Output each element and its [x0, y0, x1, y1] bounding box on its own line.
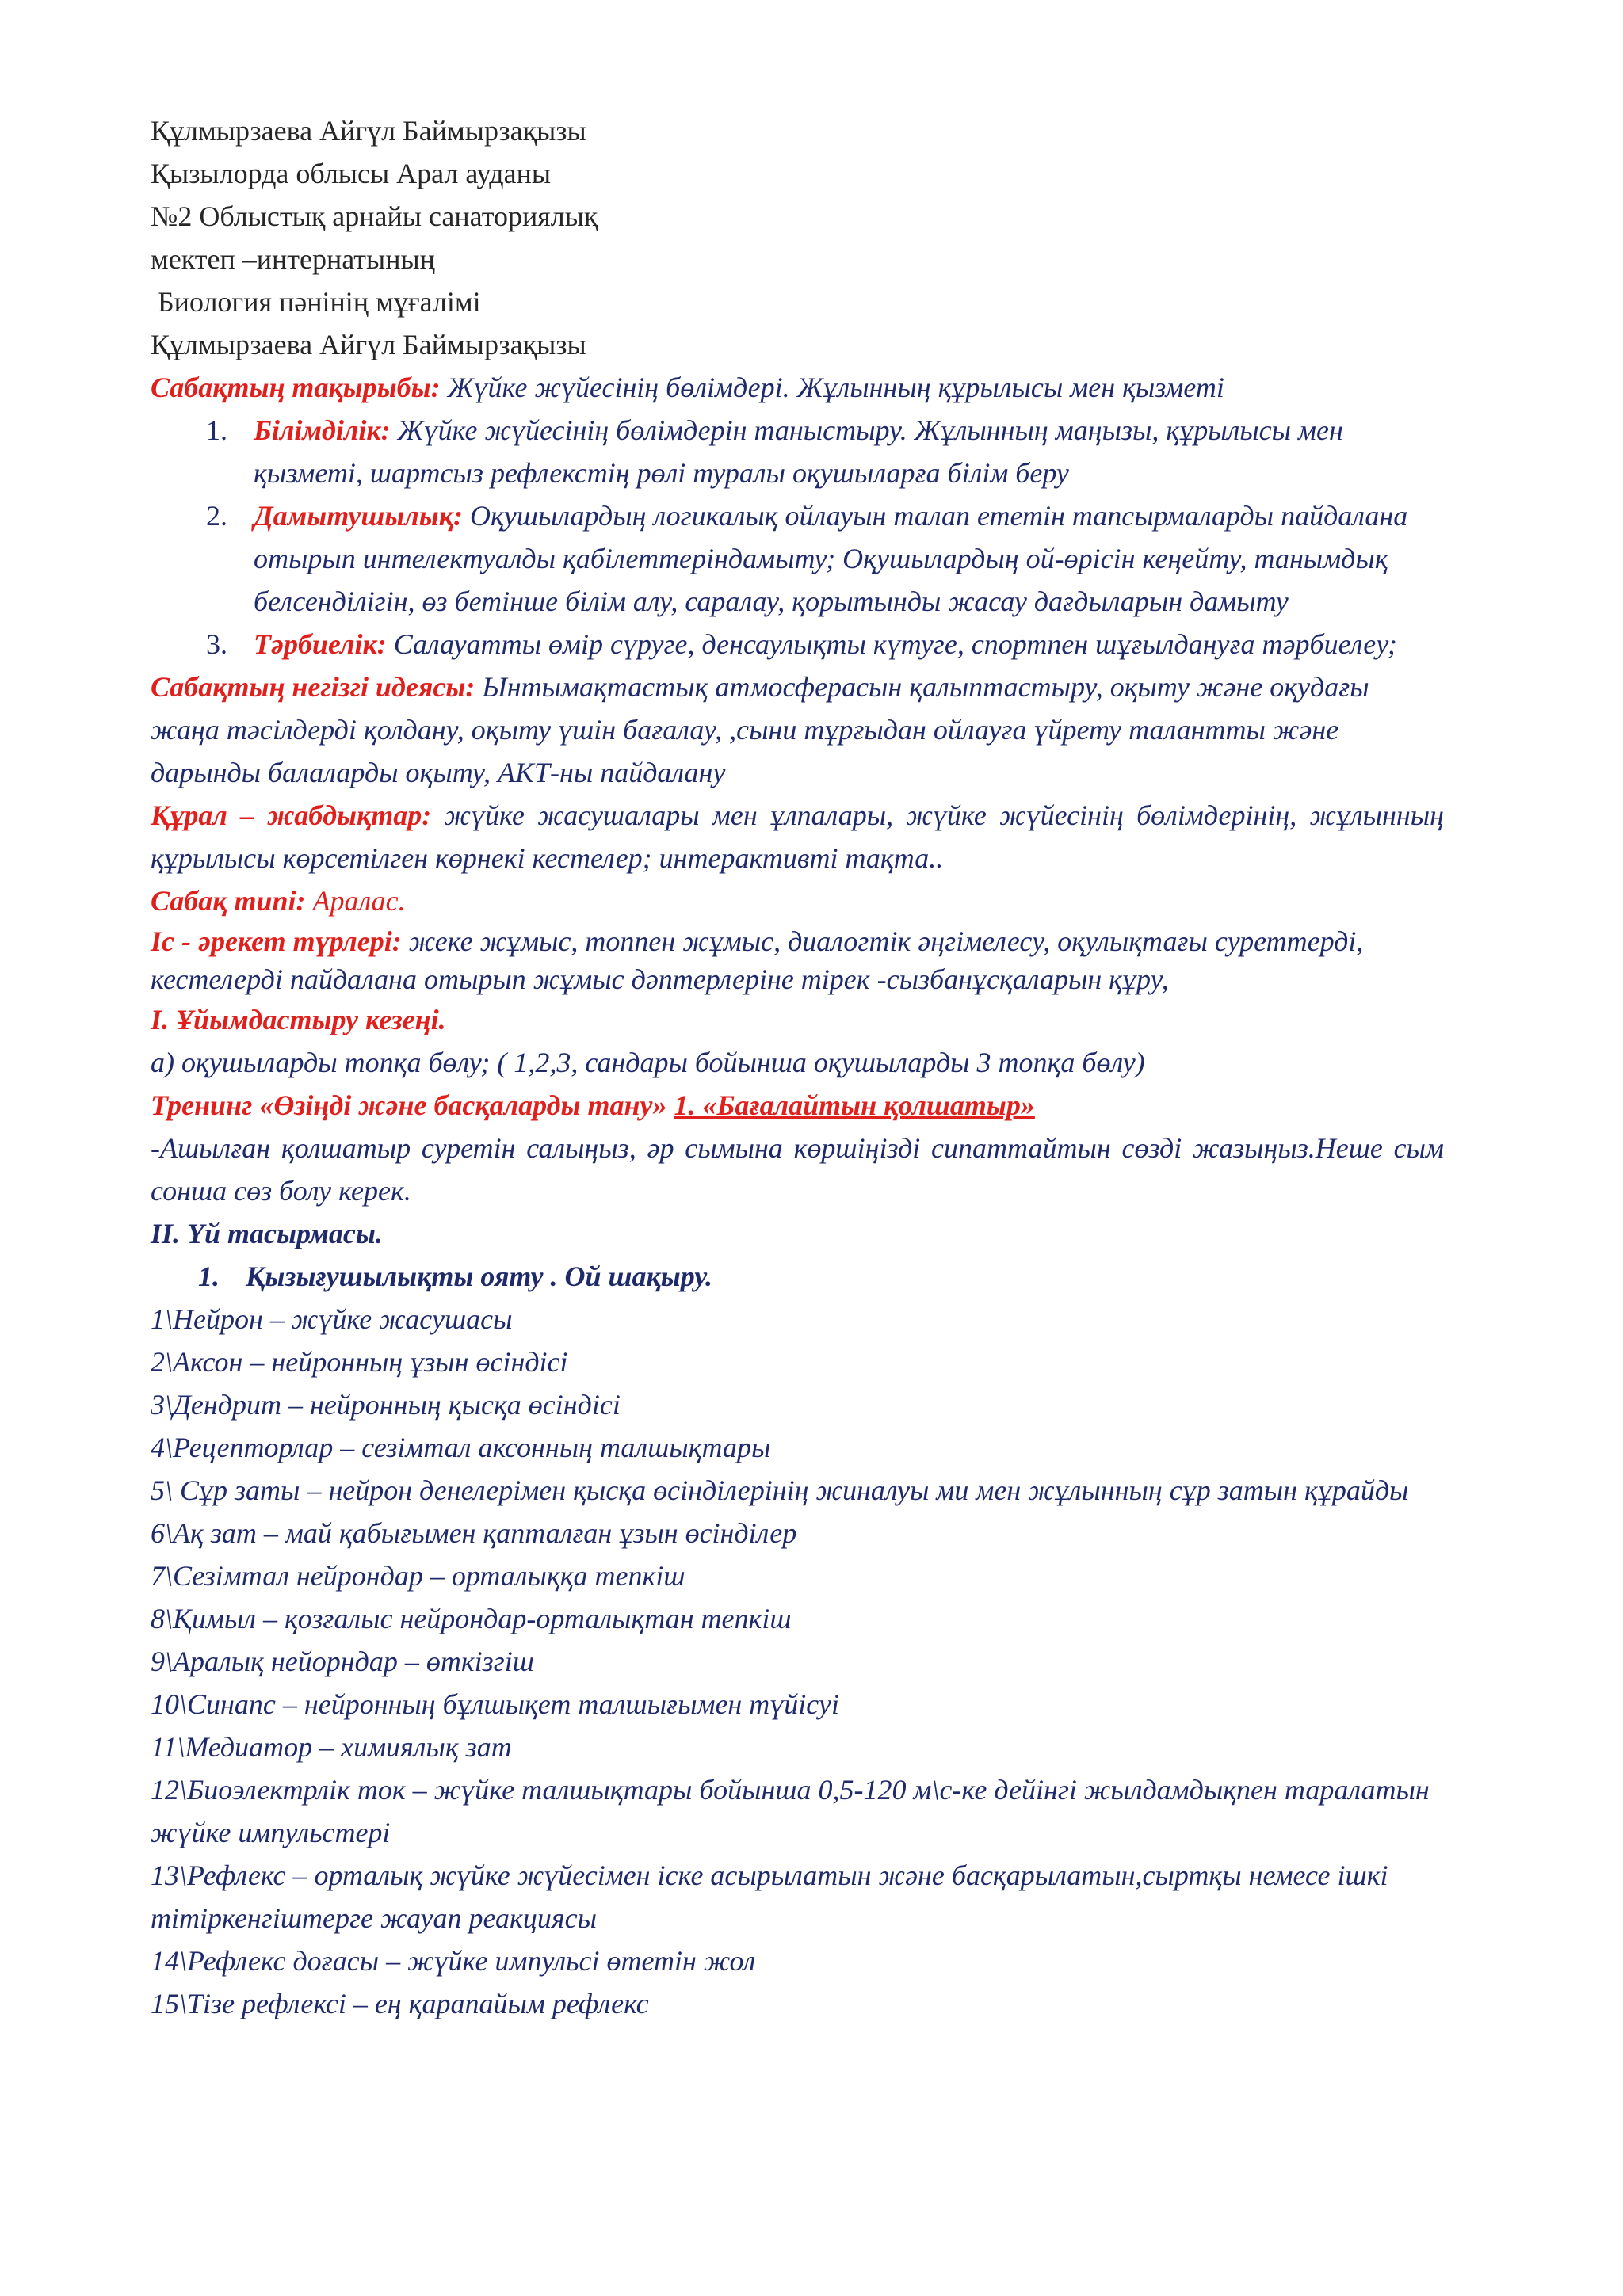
training-link[interactable]: 1. «Бағалайтын қолшатыр»	[674, 1089, 1035, 1121]
goal-label: Дамытушылық:	[254, 500, 463, 532]
stage2-subtitle	[151, 1255, 1444, 1298]
stage1-text: а) оқушыларды топқа бөлу; ( 1,2,3, сандары бойынша оқушыларды 3 топқа бөлу)	[151, 1047, 1145, 1078]
lesson-type	[151, 879, 1444, 922]
goal-number: 1.	[206, 414, 227, 446]
equipment	[151, 794, 1444, 879]
header-line: Құлмырзаева Айгүл Баймырзақызы	[151, 115, 586, 147]
goal-item	[151, 409, 1444, 494]
goal-item	[151, 623, 1444, 666]
header-line: Биология пәнінің мұғалімі	[151, 286, 481, 318]
goal-text: Оқушылардың логикалық ойлауын талап ететін тапсырмаларды пайдалана отырып интелектуалды қабілеттеріндамыту; Оқушылардың ой-өрісін кеңейту, танымдық белсенділігін, өз бетінше білім алу, саралау, қорытынды жасау дағдыларын дамыту	[254, 500, 1408, 617]
header-line: Қызылорда облысы Арал ауданы	[151, 158, 552, 189]
stage2-title: II. Үй тасырмасы.	[151, 1218, 383, 1249]
activities	[151, 922, 1444, 998]
activities-text: жеке жұмыс, топпен жұмыс, диалогтік әңгімелесу, оқулықтағы суреттерді, кестелерді пайдалана отырып жұмыс дәптерлеріне тірек -сызбанұсқаларын құру,	[151, 925, 1364, 995]
equipment-text: жүйке жасушалары мен ұлпалары, жүйке жүйесінің бөлімдерінің, жұлынның құрылысы көрсетілген көрнекі кестелер; интерактивті тақта..	[151, 799, 1444, 874]
lesson-topic	[151, 366, 1444, 409]
term-item: 11\Медиатор – химиялық зат	[151, 1731, 512, 1763]
stage2-sub-title: Қызығушылықты ояту . Ой шақыру.	[246, 1261, 712, 1292]
stage1-title: I. Ұйымдастыру кезеңі.	[151, 1004, 446, 1035]
activities-label: Іс - әрекет түрлері:	[151, 925, 402, 957]
term-item: 15\Тізе рефлексі – ең қарапайым рефлекс	[151, 1988, 649, 2019]
goal-number: 2.	[206, 500, 227, 532]
term-item: 12\Биоэлектрлік ток – жүйке талшықтары бойынша 0,5-120 м\с-ке дейінгі жылдамдықпен таралатын жүйке импульстері	[151, 1774, 1430, 1848]
term-item: 13\Рефлекс – орталық жүйке жүйесімен іске асырылатын және басқарылатын,сыртқы немесе ішкі тітіркенгіштерге жауап реакциясы	[151, 1859, 1388, 1934]
term-item: 10\Синапс – нейронның бұлшықет талшығымен түйісуі	[151, 1688, 839, 1720]
topic-text: Жүйке жүйесінің бөлімдері. Жұлынның құрылысы мен қызметі	[440, 372, 1224, 403]
main-idea-label: Сабақтың негізгі идеясы:	[151, 671, 475, 703]
stage2-sub-number: 1.	[198, 1261, 220, 1292]
term-item: 9\Аралық нейорндар – өткізгіш	[151, 1646, 534, 1677]
term-item: 4\Рецепторлар – сезімтал аксонның талшықтары	[151, 1432, 771, 1463]
goal-label: Тәрбиелік:	[254, 628, 387, 660]
terms-list	[151, 1298, 1444, 2025]
header-line: мектеп –интернатының	[151, 243, 435, 275]
main-idea-text: Ынтымақтастық атмосферасын қалыптастыру, оқыту және оқудағы жаңа тәсілдерді қолдану, оқыту үшін бағалау, ,сыни тұрғыдан ойлауға үйрету талантты және дарынды балаларды оқыту, АКТ-ны пайдалану	[151, 671, 1369, 788]
document-content	[151, 109, 1444, 2025]
goal-item	[151, 494, 1444, 623]
term-item: 1\Нейрон – жүйке жасушасы	[151, 1303, 513, 1335]
term-item: 14\Рефлекс доғасы – жүйке импульсі өтетін жол	[151, 1945, 756, 1977]
term-item: 7\Сезімтал нейрондар – орталыққа тепкіш	[151, 1560, 685, 1592]
equipment-label: Құрал – жабдықтар:	[151, 799, 432, 831]
header-line: Құлмырзаева Айгүл Баймырзақызы	[151, 329, 586, 360]
goal-number: 3.	[206, 628, 227, 660]
goal-text: Салауатты өмір сүруге, денсаулықты күтуге, спортпен шұғылдануға тәрбиелеу;	[386, 628, 1397, 660]
topic-label: Сабақтың тақырыбы:	[151, 372, 441, 403]
header-line: №2 Облыстық арнайы санаториялық	[151, 200, 598, 232]
goal-text: Жүйке жүйесінің бөлімдерін таныстыру. Жұлынның маңызы, құрылысы мен қызметі, шартсыз рефлекстің рөлі туралы оқушыларға білім беру	[254, 414, 1343, 489]
term-item: 2\Аксон – нейронның ұзын өсіндісі	[151, 1346, 568, 1378]
term-item: 5\ Сұр заты – нейрон денелерімен қысқа өсінділерінің жиналуы ми мен жұлынның сұр затын құрайды	[151, 1474, 1409, 1506]
term-item: 3\Дендрит – нейронның қысқа өсіндісі	[151, 1389, 621, 1421]
goal-label: Білімділік:	[254, 414, 391, 446]
training-text: -Ашылған қолшатыр суретін салыңыз, әр сымына көршіңізді сипаттайтын сөзді жазыңыз.Неше сым сонша сөз болу керек.	[151, 1132, 1444, 1207]
term-item: 6\Ақ зат – май қабығымен қапталған ұзын өсінділер	[151, 1517, 797, 1549]
term-item: 8\Қимыл – қозғалыс нейрондар-орталықтан тепкіш	[151, 1603, 792, 1634]
main-idea	[151, 666, 1444, 794]
lesson-type-label: Сабақ типі:	[151, 885, 306, 917]
lesson-type-text: Аралас.	[305, 885, 406, 917]
training	[151, 1084, 1444, 1127]
training-label: Тренинг «Өзіңді және басқаларды тану»	[151, 1089, 667, 1121]
author-header	[151, 109, 1444, 366]
